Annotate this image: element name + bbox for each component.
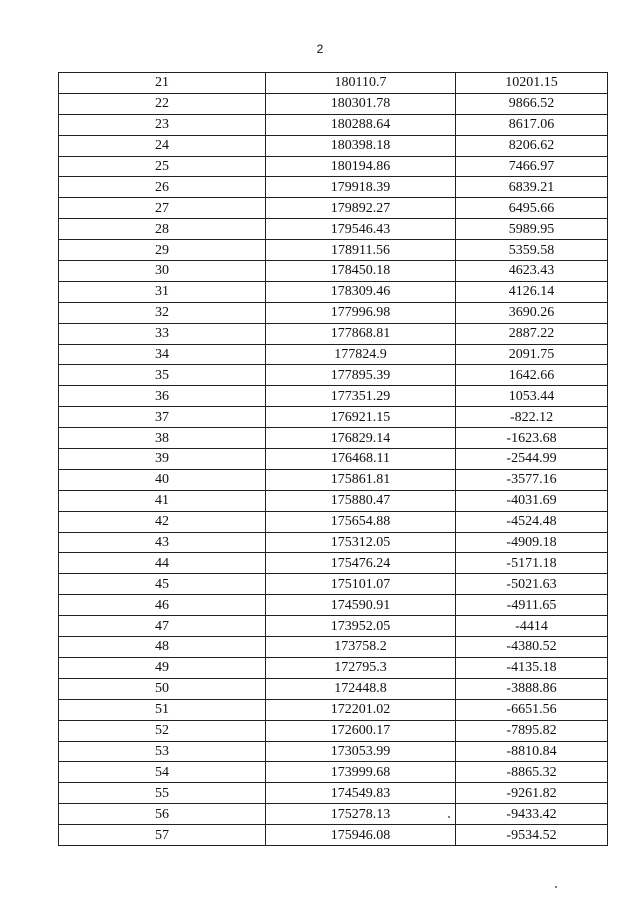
y-value-cell: 7466.97: [456, 156, 608, 177]
x-value-cell: 177895.39: [266, 365, 456, 386]
table-row: [59, 574, 608, 595]
x-value-cell: 176921.15: [266, 407, 456, 428]
table-row: [59, 240, 608, 261]
point-number-cell: 50: [59, 678, 266, 699]
table-body: [59, 73, 608, 846]
y-value-cell: 3690.26: [456, 302, 608, 323]
table-row: [59, 407, 608, 428]
y-value-cell: -3577.16: [456, 469, 608, 490]
x-value-cell: 177824.9: [266, 344, 456, 365]
point-number-cell: 56: [59, 804, 266, 825]
y-value-cell: -4414: [456, 616, 608, 637]
y-value-cell: -5171.18: [456, 553, 608, 574]
y-value-cell: -1623.68: [456, 428, 608, 449]
y-value-cell: 5359.58: [456, 240, 608, 261]
scan-speck: [555, 886, 557, 888]
point-number-cell: 32: [59, 302, 266, 323]
x-value-cell: 179546.43: [266, 219, 456, 240]
x-value-cell: 180110.7: [266, 73, 456, 94]
point-number-cell: 33: [59, 323, 266, 344]
point-number-cell: 53: [59, 741, 266, 762]
point-number-cell: 30: [59, 261, 266, 282]
y-value-cell: 4623.43: [456, 261, 608, 282]
point-number-cell: 24: [59, 135, 266, 156]
point-number-cell: 43: [59, 532, 266, 553]
point-number-cell: 51: [59, 699, 266, 720]
table-row: [59, 156, 608, 177]
x-value-cell: 176468.11: [266, 449, 456, 470]
y-value-cell: 6495.66: [456, 198, 608, 219]
scan-speck: [448, 816, 450, 818]
point-number-cell: 23: [59, 114, 266, 135]
y-value-cell: -822.12: [456, 407, 608, 428]
y-value-cell: -9433.42: [456, 804, 608, 825]
y-value-cell: 2887.22: [456, 323, 608, 344]
table-row: [59, 135, 608, 156]
table-row: [59, 114, 608, 135]
y-value-cell: -4031.69: [456, 490, 608, 511]
table-row: [59, 261, 608, 282]
x-value-cell: 175654.88: [266, 511, 456, 532]
x-value-cell: 178450.18: [266, 261, 456, 282]
table-row: [59, 177, 608, 198]
point-number-cell: 26: [59, 177, 266, 198]
table-row: [59, 93, 608, 114]
y-value-cell: -4524.48: [456, 511, 608, 532]
x-value-cell: 172600.17: [266, 720, 456, 741]
point-number-cell: 37: [59, 407, 266, 428]
point-number-cell: 29: [59, 240, 266, 261]
table-row: [59, 741, 608, 762]
point-number-cell: 39: [59, 449, 266, 470]
table-row: [59, 511, 608, 532]
y-value-cell: 2091.75: [456, 344, 608, 365]
y-value-cell: -4909.18: [456, 532, 608, 553]
point-number-cell: 45: [59, 574, 266, 595]
table-row: [59, 302, 608, 323]
y-value-cell: -4135.18: [456, 657, 608, 678]
point-number-cell: 22: [59, 93, 266, 114]
point-number-cell: 36: [59, 386, 266, 407]
x-value-cell: 177351.29: [266, 386, 456, 407]
x-value-cell: 180301.78: [266, 93, 456, 114]
table-row: [59, 73, 608, 94]
y-value-cell: -6651.56: [456, 699, 608, 720]
y-value-cell: 1642.66: [456, 365, 608, 386]
table-row: [59, 783, 608, 804]
y-value-cell: -9261.82: [456, 783, 608, 804]
point-number-cell: 28: [59, 219, 266, 240]
y-value-cell: 10201.15: [456, 73, 608, 94]
x-value-cell: 172201.02: [266, 699, 456, 720]
x-value-cell: 173758.2: [266, 637, 456, 658]
table-row: [59, 469, 608, 490]
point-number-cell: 44: [59, 553, 266, 574]
x-value-cell: 175278.13: [266, 804, 456, 825]
point-number-cell: 42: [59, 511, 266, 532]
y-value-cell: -4380.52: [456, 637, 608, 658]
point-number-cell: 40: [59, 469, 266, 490]
table-row: [59, 386, 608, 407]
x-value-cell: 178309.46: [266, 281, 456, 302]
x-value-cell: 179892.27: [266, 198, 456, 219]
page-number: 2: [316, 42, 324, 56]
x-value-cell: 180194.86: [266, 156, 456, 177]
x-value-cell: 172795.3: [266, 657, 456, 678]
x-value-cell: 175861.81: [266, 469, 456, 490]
x-value-cell: 175312.05: [266, 532, 456, 553]
x-value-cell: 177996.98: [266, 302, 456, 323]
point-number-cell: 49: [59, 657, 266, 678]
x-value-cell: 173999.68: [266, 762, 456, 783]
point-number-cell: 31: [59, 281, 266, 302]
table-row: [59, 281, 608, 302]
point-number-cell: 41: [59, 490, 266, 511]
x-value-cell: 176829.14: [266, 428, 456, 449]
table-row: [59, 699, 608, 720]
table-row: [59, 219, 608, 240]
point-number-cell: 35: [59, 365, 266, 386]
x-value-cell: 177868.81: [266, 323, 456, 344]
point-number-cell: 54: [59, 762, 266, 783]
y-value-cell: -8865.32: [456, 762, 608, 783]
table-row: [59, 637, 608, 658]
point-number-cell: 52: [59, 720, 266, 741]
y-value-cell: -7895.82: [456, 720, 608, 741]
x-value-cell: 180398.18: [266, 135, 456, 156]
y-value-cell: -3888.86: [456, 678, 608, 699]
x-value-cell: 179918.39: [266, 177, 456, 198]
y-value-cell: -5021.63: [456, 574, 608, 595]
table-row: [59, 762, 608, 783]
point-number-cell: 48: [59, 637, 266, 658]
point-number-cell: 38: [59, 428, 266, 449]
table-row: [59, 532, 608, 553]
table-row: [59, 616, 608, 637]
x-value-cell: 175946.08: [266, 825, 456, 846]
point-number-cell: 47: [59, 616, 266, 637]
point-number-cell: 25: [59, 156, 266, 177]
table-row: [59, 720, 608, 741]
point-number-cell: 34: [59, 344, 266, 365]
y-value-cell: 8206.62: [456, 135, 608, 156]
table-row: [59, 323, 608, 344]
x-value-cell: 175476.24: [266, 553, 456, 574]
y-value-cell: 5989.95: [456, 219, 608, 240]
table-row: [59, 595, 608, 616]
table-row: [59, 365, 608, 386]
table-row: [59, 657, 608, 678]
x-value-cell: 175880.47: [266, 490, 456, 511]
x-value-cell: 174590.91: [266, 595, 456, 616]
point-number-cell: 55: [59, 783, 266, 804]
x-value-cell: 173053.99: [266, 741, 456, 762]
table-row: [59, 825, 608, 846]
table-row: [59, 449, 608, 470]
point-number-cell: 27: [59, 198, 266, 219]
x-value-cell: 180288.64: [266, 114, 456, 135]
y-value-cell: 6839.21: [456, 177, 608, 198]
coordinate-table: [58, 72, 608, 846]
y-value-cell: -9534.52: [456, 825, 608, 846]
table-row: [59, 804, 608, 825]
x-value-cell: 175101.07: [266, 574, 456, 595]
x-value-cell: 173952.05: [266, 616, 456, 637]
y-value-cell: 1053.44: [456, 386, 608, 407]
y-value-cell: -2544.99: [456, 449, 608, 470]
y-value-cell: 9866.52: [456, 93, 608, 114]
table-row: [59, 553, 608, 574]
x-value-cell: 174549.83: [266, 783, 456, 804]
table-row: [59, 198, 608, 219]
point-number-cell: 57: [59, 825, 266, 846]
x-value-cell: 178911.56: [266, 240, 456, 261]
table-row: [59, 344, 608, 365]
table-row: [59, 428, 608, 449]
x-value-cell: 172448.8: [266, 678, 456, 699]
y-value-cell: -4911.65: [456, 595, 608, 616]
table-row: [59, 490, 608, 511]
table-row: [59, 678, 608, 699]
point-number-cell: 21: [59, 73, 266, 94]
y-value-cell: 8617.06: [456, 114, 608, 135]
point-number-cell: 46: [59, 595, 266, 616]
y-value-cell: 4126.14: [456, 281, 608, 302]
y-value-cell: -8810.84: [456, 741, 608, 762]
